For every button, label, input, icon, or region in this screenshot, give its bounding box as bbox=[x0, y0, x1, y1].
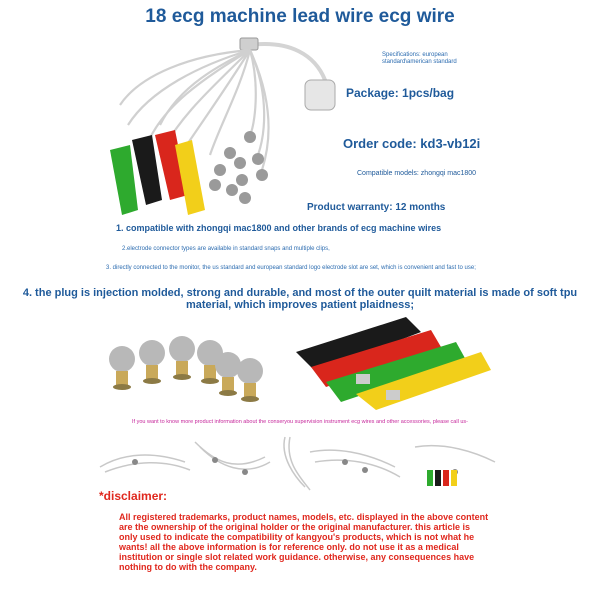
compatible-models-text: Compatible models: zhongqi mac1800 bbox=[357, 170, 477, 177]
disclaimer-title: *disclaimer: bbox=[99, 489, 168, 503]
warranty-text: Product warranty: 12 months bbox=[307, 202, 446, 213]
disclaimer-body: All registered trademarks, product names, models, etc. displayed in the above content are the ownership of the original holder or the original manufacturer. this article is only used to indicate the compatibility of kangyou's products, which is not what he wants! all the above information is for reference only. do not use it as a medical institution or single slot related work guidance. otherwise, any consequences have nothing to do with the company. bbox=[119, 512, 489, 572]
ecg-cable-photo bbox=[100, 35, 350, 225]
feature-1: 1. compatible with zhongqi mac1800 and other brands of ecg machine wires bbox=[116, 223, 442, 233]
feature-3: 3. directly connected to the monitor, the us standard and european standard logo electrode slot are set, which is convenient and fast to use; bbox=[106, 265, 476, 271]
feature-4: 4. the plug is injection molded, strong and durable, and most of the outer quilt material is made of soft tpu material, which improves patient plaidness; bbox=[22, 287, 578, 311]
more-info-text: If you want to know more product information about the conseryou supervision instrument ecg wires and other accessories, please call us- bbox=[132, 419, 468, 425]
order-code-text: Order code: kd3-vb12i bbox=[343, 136, 481, 151]
limb-clip-electrodes bbox=[296, 312, 496, 412]
ecg-cable-thumbnails bbox=[95, 432, 505, 494]
package-text: Package: 1pcs/bag bbox=[346, 86, 455, 100]
suction-bulb-electrodes bbox=[98, 335, 268, 415]
page-title: 18 ecg machine lead wire ecg wire bbox=[145, 6, 455, 27]
feature-2: 2.electrode connector types are available in standard snaps and multiple clips, bbox=[122, 246, 330, 252]
specifications-text: Specifications: european standard\american standard bbox=[382, 52, 457, 65]
